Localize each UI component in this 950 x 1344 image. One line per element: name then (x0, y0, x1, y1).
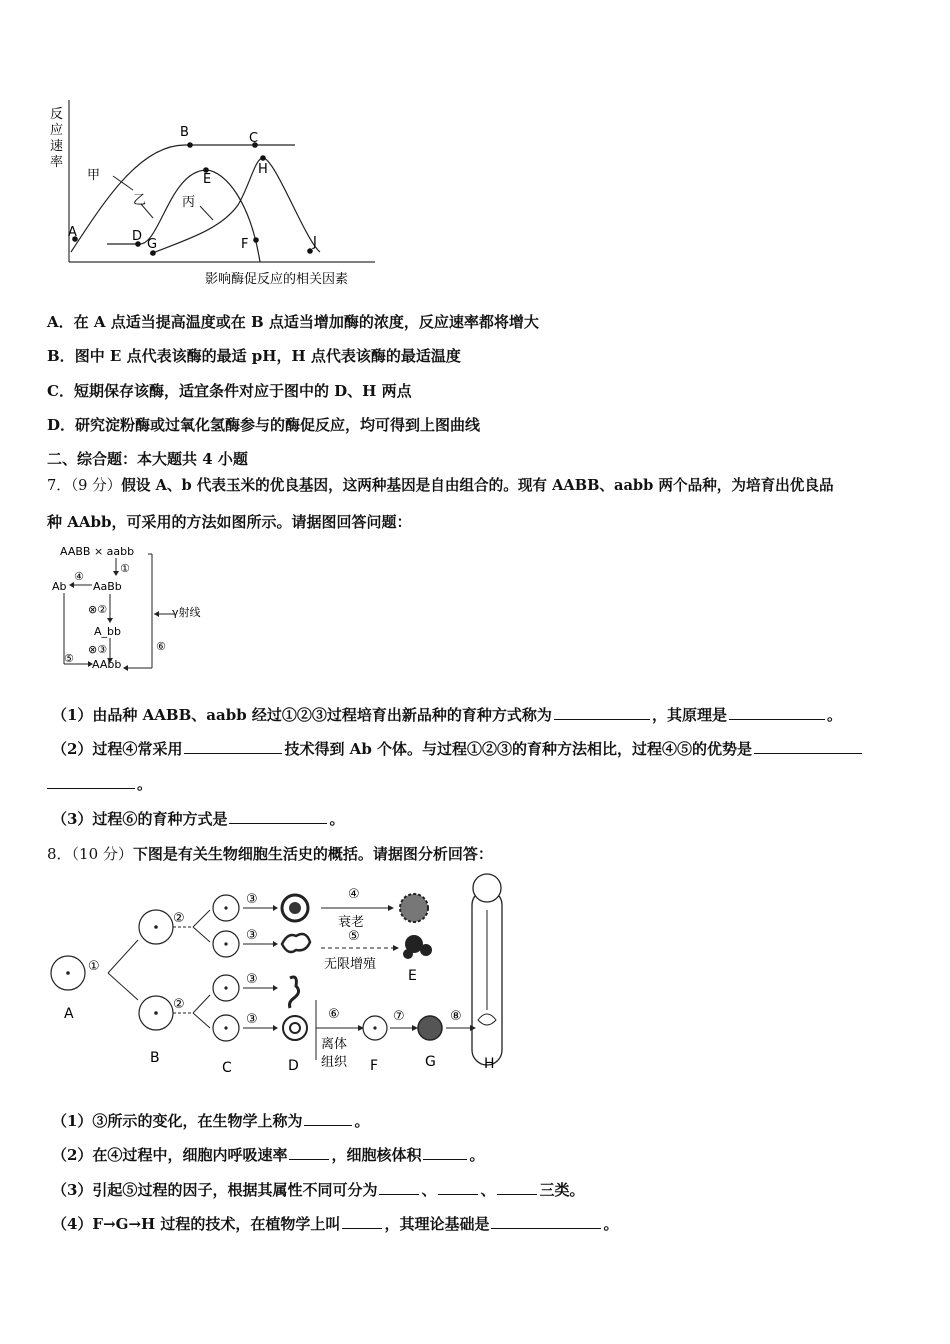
label-a: A (68, 225, 77, 240)
svg-text:⑧: ⑧ (450, 1009, 462, 1024)
q7-sub2-cont: 。 (47, 773, 152, 794)
label-j: J (313, 235, 317, 250)
label-d: D (132, 229, 143, 244)
q8-sub3: （3）引起⑤过程的因子，根据其属性不同可分为 、 、 三类。 (52, 1181, 585, 1199)
svg-text:离体: 离体 (321, 1037, 348, 1052)
y-axis-label-3: 速 (50, 139, 64, 154)
svg-text:A_bb: A_bb (94, 625, 121, 638)
svg-text:F: F (370, 1058, 379, 1074)
q6-option-d: D．研究淀粉酶或过氧化氢酶参与的酶促反应，均可得到上图曲线 (47, 416, 481, 434)
q7-stem-line1: 7．（9 分）假设 A、b 代表玉米的优良基因，这两种基因是自由组合的。现有 AABB、aabb 两个品种，为培育出优良品 (47, 477, 834, 494)
q6-option-b: B．图中 E 点代表该酶的最适 pH，H 点代表该酶的最适温度 (47, 347, 461, 365)
x-axis-label: 影响酶促反应的相关因素 (205, 272, 349, 287)
svg-text:④: ④ (74, 570, 84, 583)
y-axis-label-4: 率 (50, 155, 64, 170)
y-axis-label-2: 应 (50, 123, 64, 138)
point-h (260, 155, 266, 161)
svg-text:AAbb: AAbb (92, 658, 122, 671)
svg-text:①: ① (120, 562, 130, 575)
label-h: H (258, 162, 268, 177)
q7-sub1: （1）由品种 AABB、aabb 经过①②③过程培育出新品种的育种方式称为 ，其原理是 。 (52, 706, 842, 724)
svg-text:③: ③ (246, 972, 258, 987)
svg-text:组织: 组织 (321, 1055, 348, 1070)
q7-sub3: （3）过程⑥的育种方式是 。 (52, 810, 345, 828)
svg-text:②: ② (173, 911, 185, 926)
svg-text:H: H (484, 1056, 495, 1072)
q7-stem-line2: 种 AAbb，可采用的方法如图所示。请据图回答问题： (47, 513, 412, 531)
q8-sub4: （4）F→G→H 过程的技术，在植物学上叫 ，其理论基础是 。 (52, 1215, 619, 1233)
label-e: E (203, 172, 212, 187)
label-yi: 乙 (133, 193, 147, 208)
svg-text:③: ③ (246, 892, 258, 907)
svg-text:⑥: ⑥ (156, 640, 166, 653)
q7-sub2: （2）过程④常采用 技术得到 Ab 个体。与过程①②③的育种方法相比，过程④⑤的优势是 (52, 738, 864, 759)
label-f: F (241, 237, 249, 252)
svg-text:A: A (64, 1006, 74, 1022)
cell-lifecycle-diagram (48, 870, 518, 1080)
svg-text:⊗③: ⊗③ (88, 643, 108, 656)
label-bing: 丙 (182, 195, 196, 210)
label-b: B (180, 125, 189, 140)
label-jia: 甲 (87, 168, 101, 183)
svg-text:AABB × aabb: AABB × aabb (60, 545, 135, 558)
curve-yi (107, 170, 260, 262)
section-heading: 二、综合题：本大题共 4 小题 (47, 450, 248, 468)
enzyme-rate-figure (45, 100, 380, 290)
svg-text:⑤: ⑤ (64, 652, 74, 665)
svg-text:③: ③ (246, 928, 258, 943)
y-axis-label-1: 反 (50, 107, 64, 122)
svg-text:衰老: 衰老 (338, 915, 365, 930)
svg-text:B: B (150, 1050, 160, 1066)
svg-text:③: ③ (246, 1012, 258, 1027)
svg-text:①: ① (88, 959, 100, 974)
svg-text:④: ④ (348, 887, 360, 902)
svg-text:⑤: ⑤ (348, 929, 360, 944)
svg-text:无限增殖: 无限增殖 (324, 957, 377, 972)
q6-option-a: A．在 A 点适当提高温度或在 B 点适当增加酶的浓度，反应速率都将增大 (47, 313, 539, 331)
svg-text:⑦: ⑦ (393, 1009, 405, 1024)
svg-text:⑥: ⑥ (328, 1007, 340, 1022)
svg-text:G: G (425, 1054, 436, 1070)
curve-bing (150, 158, 320, 254)
point-b (187, 142, 193, 148)
q6-option-c: C．短期保存该酶，适宜条件对应于图中的 D、H 两点 (47, 382, 412, 400)
q8-sub1: （1）③所示的变化，在生物学上称为 。 (52, 1112, 370, 1130)
breeding-diagram (50, 540, 220, 675)
q8-stem: 8．（10 分）下图是有关生物细胞生活史的概括。请据图分析回答： (47, 845, 493, 863)
svg-text:C: C (222, 1060, 232, 1076)
svg-text:E: E (408, 968, 417, 984)
label-g: G (147, 237, 158, 252)
svg-text:AaBb: AaBb (93, 580, 122, 593)
svg-text:⊗②: ⊗② (88, 603, 108, 616)
q8-sub2: （2）在④过程中，细胞内呼吸速率 ，细胞核体积 。 (52, 1146, 485, 1164)
label-c: C (249, 131, 259, 146)
svg-text:Ab: Ab (52, 580, 67, 593)
point-f (253, 237, 259, 243)
svg-text:γ射线: γ射线 (172, 606, 201, 619)
svg-text:②: ② (173, 997, 185, 1012)
svg-text:D: D (288, 1058, 299, 1074)
point-j (307, 248, 313, 254)
